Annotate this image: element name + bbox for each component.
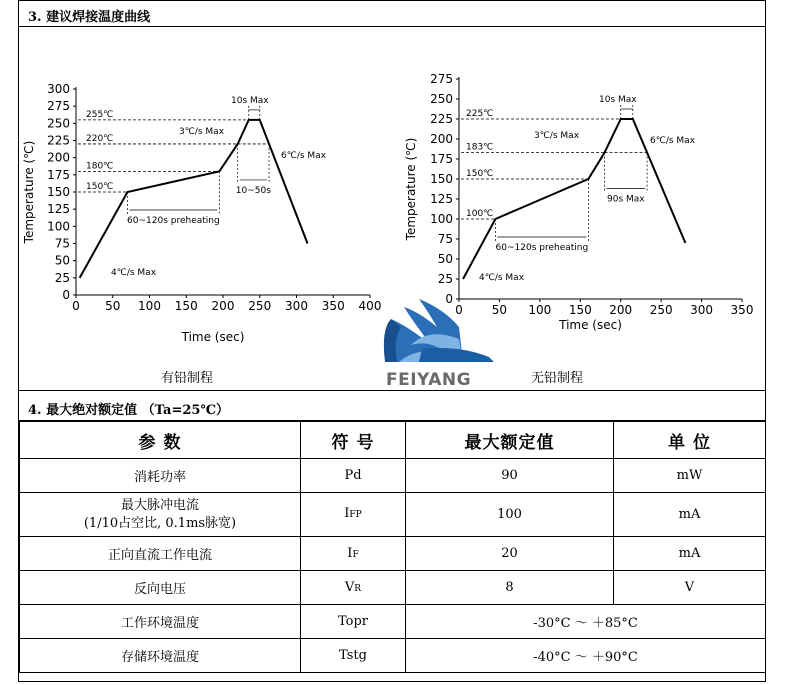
x-tick-label: 350 xyxy=(730,303,754,317)
x-tick-label: 350 xyxy=(321,299,345,313)
x-axis-label: Time (sec) xyxy=(559,318,622,332)
y-tick-label: 250 xyxy=(430,92,453,106)
value-cell: 100 xyxy=(406,493,614,537)
y-tick-label: 150 xyxy=(430,172,453,186)
table-row xyxy=(20,605,766,639)
symbol-main: V xyxy=(344,580,355,595)
y-tick-label: 100 xyxy=(430,212,453,226)
symbol-sub: F xyxy=(352,550,359,560)
header-max-rating: 最大额定值 xyxy=(406,422,614,459)
peak-time-label: 10s Max xyxy=(599,95,637,105)
x-tick-label: 250 xyxy=(649,303,673,317)
table-header-row xyxy=(20,422,766,459)
param-cell: 正向直流工作电流 xyxy=(20,537,301,571)
x-tick-label: 50 xyxy=(105,299,121,313)
x-tick-label: 0 xyxy=(455,303,463,317)
x-axis-label: Time (sec) xyxy=(181,330,245,344)
y-tick-label: 50 xyxy=(54,253,70,268)
level-label: 180℃ xyxy=(86,161,114,172)
x-tick-label: 100 xyxy=(138,299,161,313)
table-row xyxy=(20,571,766,605)
x-tick-label: 50 xyxy=(491,303,508,317)
param-cell xyxy=(20,493,301,537)
table-row xyxy=(20,537,766,571)
y-tick-label: 75 xyxy=(437,232,453,246)
level-label: 255℃ xyxy=(86,109,114,120)
param-cell: 反向电压 xyxy=(20,571,301,605)
reflow-time-label: 10~50s xyxy=(235,185,271,196)
y-tick-label: 175 xyxy=(47,167,70,182)
symbol-main: I xyxy=(344,506,350,521)
y-tick-label: 200 xyxy=(430,132,453,146)
y-tick-label: 75 xyxy=(54,236,70,251)
level-label: 150℃ xyxy=(86,182,114,192)
datasheet-frame xyxy=(18,0,766,682)
logo-text: FEIYANG xyxy=(386,370,472,390)
y-tick-label: 250 xyxy=(47,116,70,131)
x-tick-label: 100 xyxy=(528,303,552,317)
table-row xyxy=(20,459,766,493)
level-label: 100℃ xyxy=(466,209,494,219)
param-line-1: 最大脉冲电流 xyxy=(120,497,199,513)
profile-charts-svg xyxy=(19,27,765,390)
header-param: 参 数 xyxy=(20,422,301,459)
symbol-cell xyxy=(301,537,406,571)
y-tick-label: 100 xyxy=(47,219,70,234)
x-tick-label: 150 xyxy=(174,299,198,313)
table-row xyxy=(20,639,766,673)
ramp-up-label: 3℃/s Max xyxy=(534,131,580,141)
reflow-time-label: 90s Max xyxy=(607,194,645,205)
level-label: 150℃ xyxy=(466,169,494,179)
value-cell: 20 xyxy=(406,537,614,571)
y-tick-label: 200 xyxy=(47,150,70,165)
y-tick-label: 25 xyxy=(437,272,453,286)
soldering-profiles xyxy=(19,27,765,390)
param-cell: 工作环境温度 xyxy=(20,605,301,639)
header-symbol: 符 号 xyxy=(301,422,406,459)
symbol-main: I xyxy=(347,546,353,561)
y-tick-label: 125 xyxy=(430,192,453,206)
symbol-sub: R xyxy=(354,584,362,594)
header-unit: 单 位 xyxy=(614,422,766,459)
leadfree-profile-chart xyxy=(404,72,753,332)
param-line-2: (1/10占空比, 0.1ms脉宽) xyxy=(83,515,237,531)
symbol-cell: Pd xyxy=(301,459,406,493)
y-tick-label: 225 xyxy=(47,133,70,148)
unit-cell: mA xyxy=(614,493,766,537)
y-tick-label: 25 xyxy=(54,270,70,285)
value-cell: 8 xyxy=(406,571,614,605)
unit-cell: V xyxy=(614,571,766,605)
ramp-down-label: 6℃/s Max xyxy=(281,151,327,161)
range-cell: -40°C ～ ＋90°C xyxy=(406,639,766,673)
section-4-title: 4. 最大绝对额定值 （Ta=25℃） xyxy=(19,390,765,421)
y-tick-label: 0 xyxy=(445,292,453,306)
symbol-cell xyxy=(301,571,406,605)
param-cell: 消耗功率 xyxy=(20,459,301,493)
peak-time-label: 10s Max xyxy=(231,95,269,106)
level-label: 220℃ xyxy=(86,133,114,144)
y-tick-label: 125 xyxy=(47,202,70,217)
range-cell: -30°C ～ ＋85°C xyxy=(406,605,766,639)
x-tick-label: 200 xyxy=(211,299,235,313)
absolute-max-ratings-table xyxy=(19,421,766,673)
symbol-cell xyxy=(301,493,406,537)
leaded-caption: 有铅制程 xyxy=(161,371,214,386)
leadfree-caption: 无铅制程 xyxy=(531,371,584,386)
param-cell: 存储环境温度 xyxy=(20,639,301,673)
ramp-down-label: 6℃/s Max xyxy=(650,136,696,146)
y-tick-label: 275 xyxy=(47,99,70,114)
ramp-up-label: 3℃/s Max xyxy=(179,127,225,137)
leaded-profile-chart xyxy=(22,82,381,344)
x-tick-label: 0 xyxy=(72,299,80,313)
preheat-label: 60~120s preheating xyxy=(127,216,220,226)
value-cell: 90 xyxy=(406,459,614,493)
y-tick-label: 300 xyxy=(47,82,70,96)
initial-ramp-label: 4℃/s Max xyxy=(479,273,525,283)
symbol-cell: Tstg xyxy=(301,639,406,673)
y-tick-label: 0 xyxy=(62,288,70,302)
x-tick-label: 150 xyxy=(568,303,592,317)
x-tick-label: 250 xyxy=(248,299,272,313)
unit-cell: mW xyxy=(614,459,766,493)
symbol-cell: Topr xyxy=(301,605,406,639)
y-tick-label: 150 xyxy=(47,185,70,199)
y-tick-label: 275 xyxy=(430,72,453,86)
x-tick-label: 200 xyxy=(609,303,633,317)
level-label: 225℃ xyxy=(466,109,494,119)
section-3-title: 3. 建议焊接温度曲线 xyxy=(19,1,765,27)
y-tick-label: 50 xyxy=(437,252,453,266)
x-tick-label: 300 xyxy=(285,299,308,313)
x-tick-label: 400 xyxy=(358,299,382,313)
level-label: 183℃ xyxy=(466,142,494,153)
y-tick-label: 225 xyxy=(430,112,453,126)
unit-cell: mA xyxy=(614,537,766,571)
y-tick-label: 175 xyxy=(430,152,453,166)
y-axis-label: Temperature (℃) xyxy=(404,137,418,241)
x-tick-label: 300 xyxy=(690,303,714,317)
preheat-label: 60~120s preheating xyxy=(495,243,589,253)
y-axis-label: Temperature (℃) xyxy=(22,140,36,244)
symbol-sub: FP xyxy=(349,510,362,520)
initial-ramp-label: 4℃/s Max xyxy=(111,268,157,278)
table-row xyxy=(20,493,766,537)
feiyang-logo xyxy=(384,299,494,362)
